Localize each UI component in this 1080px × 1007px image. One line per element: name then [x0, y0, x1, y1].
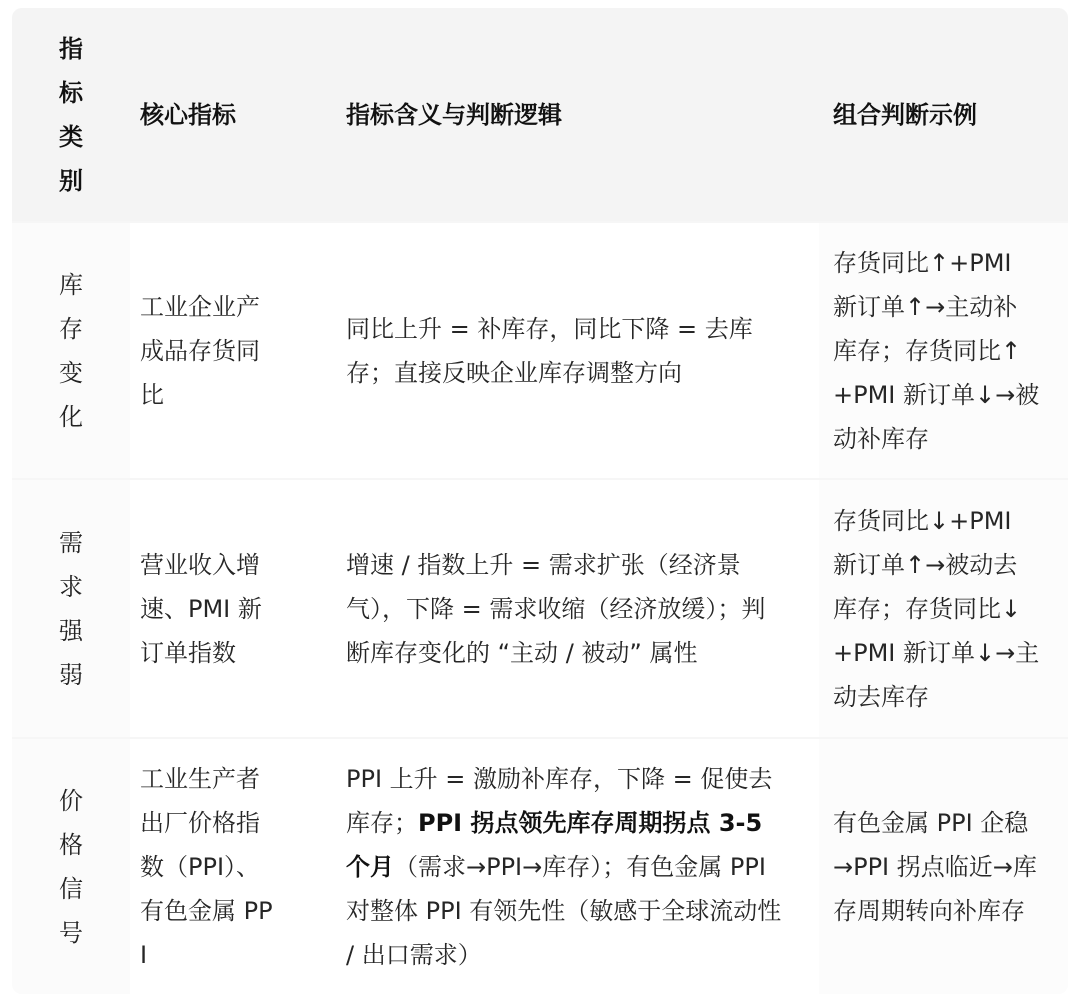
row-category: 价格信号	[59, 786, 83, 947]
row-example: 存货同比↑+PMI 新订单↑→主动补库存；存货同比↑+PMI 新订单↓→被动补库存	[833, 248, 1040, 453]
row-cell-category	[12, 739, 130, 994]
row-cell-core	[130, 223, 336, 478]
table-header-row	[12, 8, 1068, 221]
table-row	[12, 739, 1068, 994]
row-category: 库存变化	[59, 270, 83, 431]
row-cell-core	[130, 480, 336, 737]
header-core: 核心指标	[140, 100, 236, 129]
row-core: 工业生产者出厂价格指数（PPI）、有色金属 PPI	[140, 764, 273, 969]
row-cell-meaning	[336, 739, 819, 994]
header-cell-core	[130, 8, 336, 221]
row-example: 有色金属 PPI 企稳→PPI 拐点临近→库存周期转向补库存	[833, 808, 1037, 925]
row-meaning	[346, 757, 786, 977]
header-cell-category	[12, 8, 130, 221]
table-row	[12, 223, 1068, 478]
row-category: 需求强弱	[59, 528, 83, 689]
row-cell-example	[819, 480, 1068, 737]
row-core: 工业企业产成品存货同比	[140, 292, 260, 409]
header-example: 组合判断示例	[833, 100, 977, 129]
row-example: 存货同比↓+PMI 新订单↑→被动去库存；存货同比↓+PMI 新订单↓→主动去库存	[833, 506, 1040, 711]
row-cell-category	[12, 480, 130, 737]
indicator-table	[12, 8, 1068, 994]
row-meaning: 增速 / 指数上升 = 需求扩张（经济景气），下降 = 需求收缩（经济放缓）；判断库存变化的 “主动 / 被动” 属性	[346, 550, 766, 667]
header-cell-meaning	[336, 8, 819, 221]
table-row	[12, 480, 1068, 737]
row-cell-example	[819, 223, 1068, 478]
row-cell-core	[130, 739, 336, 994]
row-cell-meaning	[336, 480, 819, 737]
header-meaning: 指标含义与判断逻辑	[346, 100, 562, 129]
row-cell-category	[12, 223, 130, 478]
row-cell-meaning	[336, 223, 819, 478]
meaning-text-pre: PPI 上升 = 激励补库存，下降 = 促使去库存；	[346, 764, 773, 837]
meaning-text-bold: PPI 拐点领先库存周期拐点 3-5 个月	[346, 808, 763, 881]
row-meaning: 同比上升 = 补库存，同比下降 = 去库存；直接反映企业库存调整方向	[346, 314, 753, 387]
row-core: 营业收入增速、PMI 新订单指数	[140, 550, 262, 667]
meaning-text-post: （需求→PPI→库存）；有色金属 PPI 对整体 PPI 有领先性（敏感于全球流动性 / 出口需求）	[346, 852, 782, 969]
row-cell-example	[819, 739, 1068, 994]
header-cell-example	[819, 8, 1068, 221]
header-category: 指标类别	[59, 34, 83, 195]
